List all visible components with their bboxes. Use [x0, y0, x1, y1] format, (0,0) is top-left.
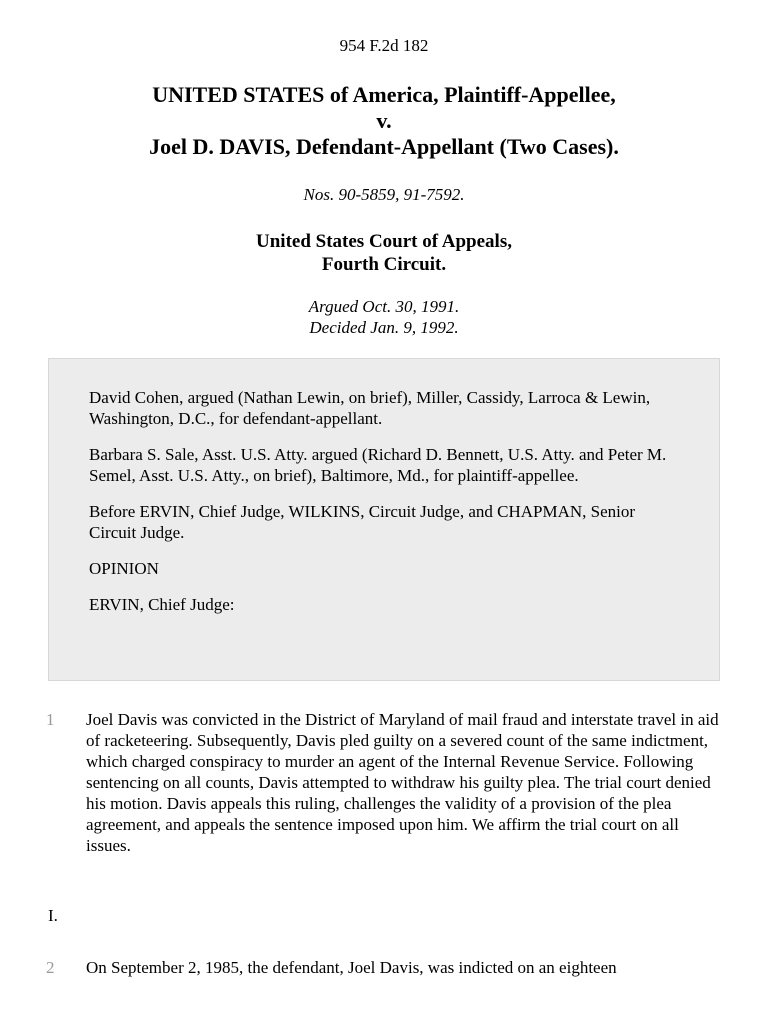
paragraph-number[interactable]: 1 — [46, 710, 55, 729]
appellant-counsel: David Cohen, argued (Nathan Lewin, on brief), Miller, Cassidy, Larroca & Lewin, Washington, D.C., for defendant-appellant. — [89, 388, 651, 428]
court-name-line1: United States Court of Appeals, — [256, 231, 512, 252]
appellee-counsel: Barbara S. Sale, Asst. U.S. Atty. argued (Richard D. Bennett, U.S. Atty. and Peter M. Semel, Asst. U.S. Atty., on brief), Baltimore, Md., for plaintiff-appellee. — [89, 445, 667, 485]
caption-plaintiff: UNITED STATES of America, Plaintiff-Appellee, — [152, 82, 616, 107]
opinion-author: ERVIN, Chief Judge: — [89, 595, 235, 614]
argued-date: Argued Oct. 30, 1991. — [308, 297, 460, 316]
paragraph-text: Joel Davis was convicted in the District of Maryland of mail fraud and interstate travel in aid of racketeering. Subsequently, Davis pled guilty on a severed count of the same indictment, which charged conspiracy to murder an agent of the Internal Revenue Service. Following sentencing on all counts, Davis attempted to withdraw his guilty plea. The trial court denied his motion. Davis appeals this ruling, challenges the validity of a provision of the plea agreement, and appeals the sentence imposed upon him. We affirm the trial court on all issues. — [86, 710, 719, 855]
court-name — [0, 230, 768, 276]
case-citation: 954 F.2d 182 — [339, 36, 429, 55]
counsel-panel — [48, 358, 720, 681]
case-dates — [0, 296, 768, 338]
caption-defendant: Joel D. DAVIS, Defendant-Appellant (Two Cases). — [149, 134, 619, 159]
judges-panel: Before ERVIN, Chief Judge, WILKINS, Circuit Judge, and CHAPMAN, Senior Circuit Judge. — [89, 502, 636, 542]
docket-numbers: Nos. 90-5859, 91-7592. — [303, 185, 465, 204]
case-caption — [0, 82, 768, 160]
opinion-label: OPINION — [89, 559, 159, 578]
caption-versus: v. — [376, 108, 392, 133]
paragraph-text: On September 2, 1985, the defendant, Joel Davis, was indicted on an eighteen — [86, 958, 617, 977]
section-heading: I. — [48, 906, 58, 925]
paragraph-number[interactable]: 2 — [46, 958, 55, 977]
court-name-line2: Fourth Circuit. — [321, 254, 447, 275]
decided-date: Decided Jan. 9, 1992. — [309, 318, 459, 337]
